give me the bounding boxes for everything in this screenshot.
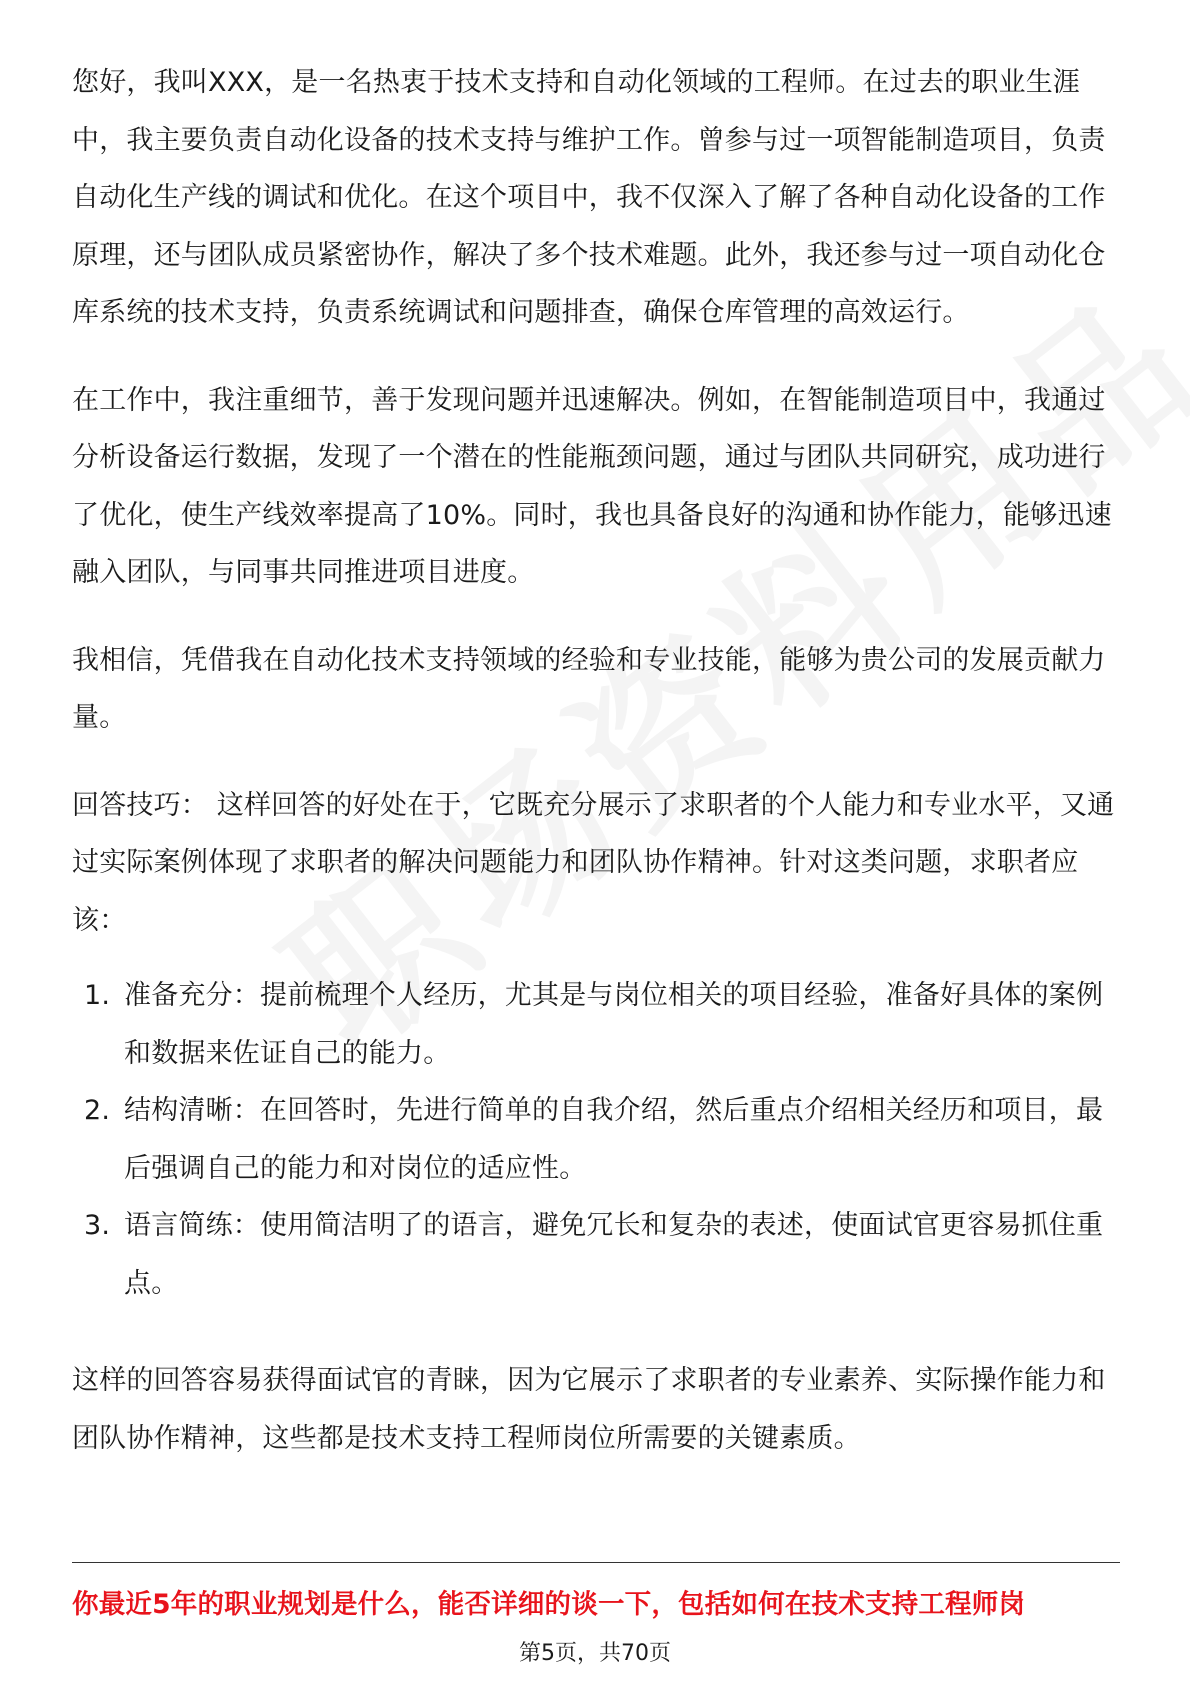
list-text: 语言简练：使用简洁明了的语言，避免冗长和复杂的表述，使面试官更容易抓住重点。 (124, 1210, 1104, 1299)
next-question-heading: 你最近5年的职业规划是什么，能否详细的谈一下，包括如何在技术支持工程师岗 (72, 1589, 1026, 1620)
list-text: 准备充分：提前梳理个人经历，尤其是与岗位相关的项目经验，准备好具体的案例和数据来佐证自己的能力。 (124, 980, 1104, 1069)
list-number: 3. (84, 1210, 111, 1241)
page-number: 第5页，共70页 (519, 1641, 671, 1666)
section-divider (72, 1562, 1120, 1563)
list-item (72, 1197, 1118, 1312)
list-item (72, 967, 1118, 1082)
list-text: 结构清晰：在回答时，先进行简单的自我介绍，然后重点介绍相关经历和项目，最后强调自己的能力和对岗位的适应性。 (124, 1095, 1104, 1184)
list-number: 1. (84, 980, 111, 1011)
paragraph-answer-tips: 回答技巧： 这样回答的好处在于，它既充分展示了求职者的个人能力和专业水平，又通过实际案例体现了求职者的解决问题能力和团队协作精神。针对这类问题，求职者应该： (72, 789, 1115, 936)
paragraph-belief: 我相信，凭借我在自动化技术支持领域的经验和专业技能，能够为贵公司的发展贡献力量。 (72, 644, 1106, 733)
list-item (72, 1082, 1118, 1197)
list-number: 2. (84, 1095, 111, 1126)
tips-list (72, 967, 1118, 1312)
paragraph-work-style: 在工作中，我注重细节，善于发现问题并迅速解决。例如，在智能制造项目中，我通过分析设备运行数据，发现了一个潜在的性能瓶颈问题，通过与团队共同研究，成功进行了优化，使生产线效率提高了10%。同时，我也具备良好的沟通和协作能力，能够迅速融入团队，与同事共同推进项目进度。 (72, 384, 1112, 588)
paragraph-conclusion: 这样的回答容易获得面试官的青睐，因为它展示了求职者的专业素养、实际操作能力和团队协作精神，这些都是技术支持工程师岗位所需要的关键素质。 (72, 1365, 1106, 1454)
paragraph-intro: 您好，我叫XXX，是一名热衷于技术支持和自动化领域的工程师。在过去的职业生涯中，我主要负责自动化设备的技术支持与维护工作。曾参与过一项智能制造项目，负责自动化生产线的调试和优化。在这个项目中，我不仅深入了解了各种自动化设备的工作原理，还与团队成员紧密协作，解决了多个技术难题。此外，我还参与过一项自动化仓库系统的技术支持，负责系统调试和问题排查，确保仓库管理的高效运行。 (72, 67, 1106, 328)
document-body (72, 54, 1118, 1497)
